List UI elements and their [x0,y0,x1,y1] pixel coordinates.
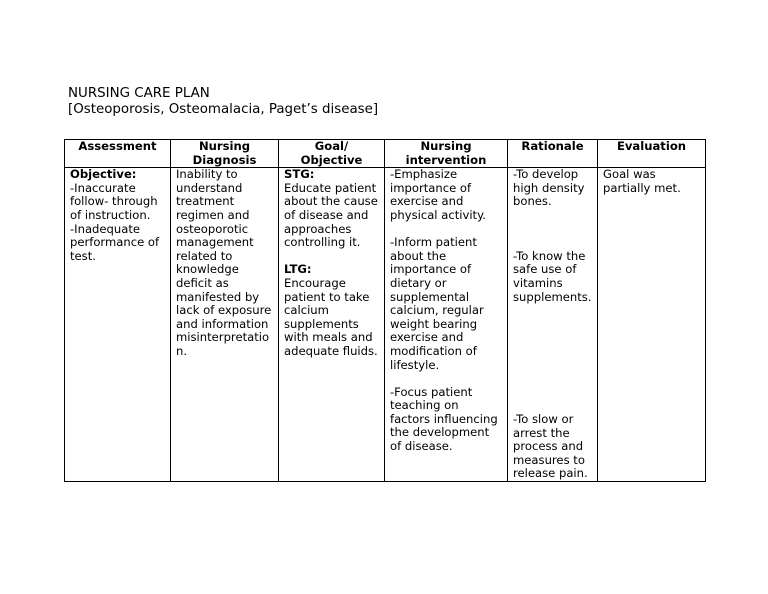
document-title: NURSING CARE PLAN [68,86,210,101]
diagnosis-text: Inability to understand treatment regimen and osteoporotic management related to knowledge deficit as manifested by lack of exposure and information misinterpretatio n. [176,167,272,358]
ltg-text: Encourage patient to take calcium supplements with meals and adequate fluids. [284,275,378,358]
rationale-cell [508,168,598,482]
intervention-item: -Inform patient about the importance of dietary or supplemental calcium, regular weight bearing exercise and modification of lifestyle. [390,235,484,372]
diagnosis-cell [171,168,279,482]
care-plan-table [64,139,706,482]
objective-label: Objective: [70,167,137,182]
document-subtitle: [Osteoporosis, Osteomalacia, Paget’s disease] [68,102,379,117]
stg-label: STG: [284,167,315,182]
assessment-cell [65,168,171,482]
header-goal-objective: Goal/ Objective [279,140,385,168]
intervention-cell [385,168,508,482]
intervention-item: -Emphasize importance of exercise and physical activity. [390,167,486,222]
header-nursing-intervention: Nursing intervention [385,140,508,168]
assessment-text: -Inaccurate follow- through of instruction. -Inadequate performance of test. [70,180,160,263]
goal-cell [279,168,385,482]
ltg-label: LTG: [284,262,312,277]
rationale-item: -To know the safe use of vitamins supplements. [513,248,592,304]
header-nursing-diagnosis: Nursing Diagnosis [171,140,279,168]
evaluation-text: Goal was partially met. [603,167,681,195]
header-rationale: Rationale [508,140,598,168]
header-evaluation: Evaluation [598,140,706,168]
table-header-row [65,140,706,168]
stg-text: Educate patient about the cause of disease and approaches controlling it. [284,180,378,250]
rationale-item: -To slow or arrest the process and measures to release pain. [513,411,588,481]
intervention-item: -Focus patient teaching on factors influencing the development of disease. [390,384,498,454]
evaluation-cell [598,168,706,482]
table-row [65,168,706,482]
header-assessment: Assessment [65,140,171,168]
document-header [68,86,378,118]
rationale-item: -To develop high density bones. [513,167,585,209]
